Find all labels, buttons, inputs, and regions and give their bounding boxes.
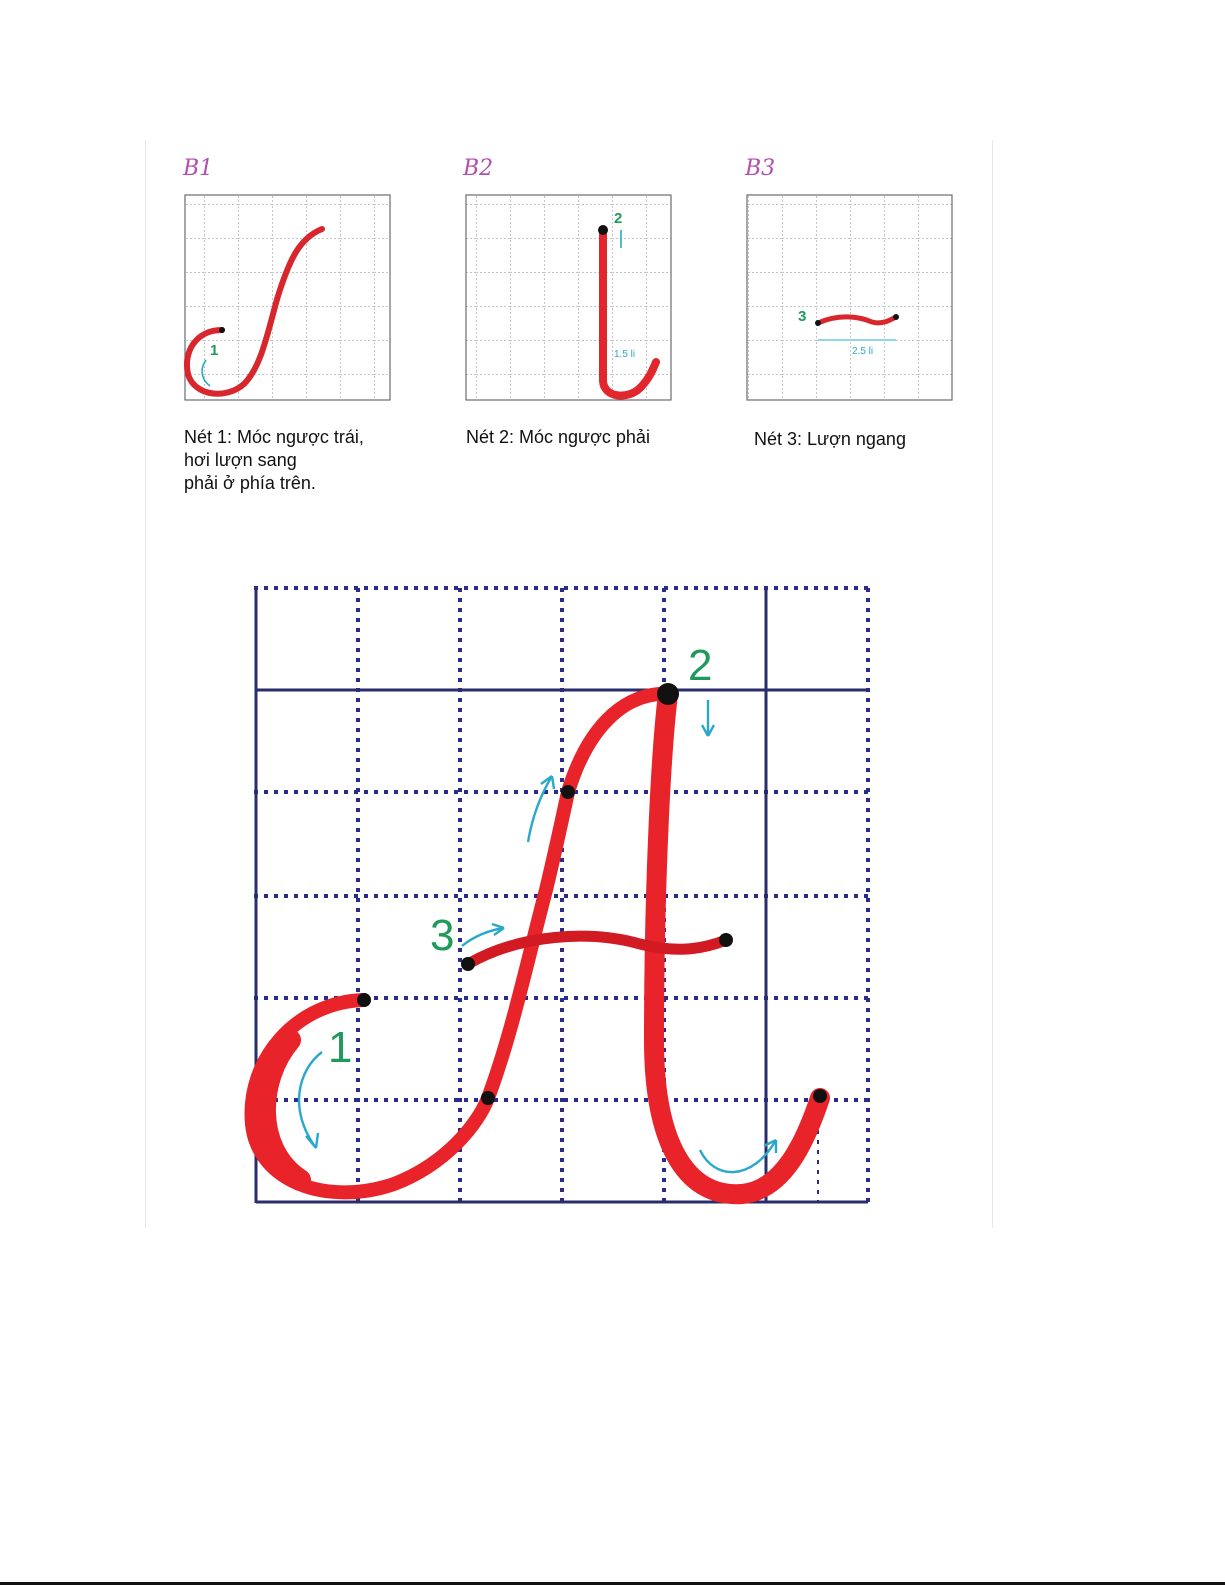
step-label-3: B3	[745, 156, 776, 181]
caption-line: Nét 2: Móc ngược phải	[466, 427, 650, 447]
step-diagrams	[0, 0, 1225, 420]
step-label-2: B2	[463, 156, 494, 181]
main-stroke-number-2: 2	[688, 641, 713, 690]
caption-line: Nét 3: Lượn ngang	[754, 429, 906, 449]
caption-line: phải ở phía trên.	[184, 473, 316, 493]
step-3-grid	[747, 195, 952, 400]
step-label-1: B1	[183, 156, 214, 181]
step-2-number: 2	[614, 210, 623, 227]
step-2-measure: 1.5 li	[614, 349, 636, 360]
main-stroke-number-3: 3	[430, 911, 455, 960]
main-stroke-number-1: 1	[328, 1023, 353, 1072]
caption-line: hơi lượn sang	[184, 450, 297, 470]
caption-line: Nét 1: Móc ngược trái,	[184, 427, 364, 447]
step-1-caption	[184, 426, 364, 495]
step-1-number: 1	[210, 342, 219, 359]
step-3-number: 3	[798, 308, 807, 325]
step-3-caption	[754, 428, 906, 451]
step-2-caption	[466, 426, 650, 449]
step-2-grid	[466, 195, 671, 400]
step-1-grid	[185, 195, 390, 400]
step-3-measure: 2.5 li	[852, 346, 874, 357]
